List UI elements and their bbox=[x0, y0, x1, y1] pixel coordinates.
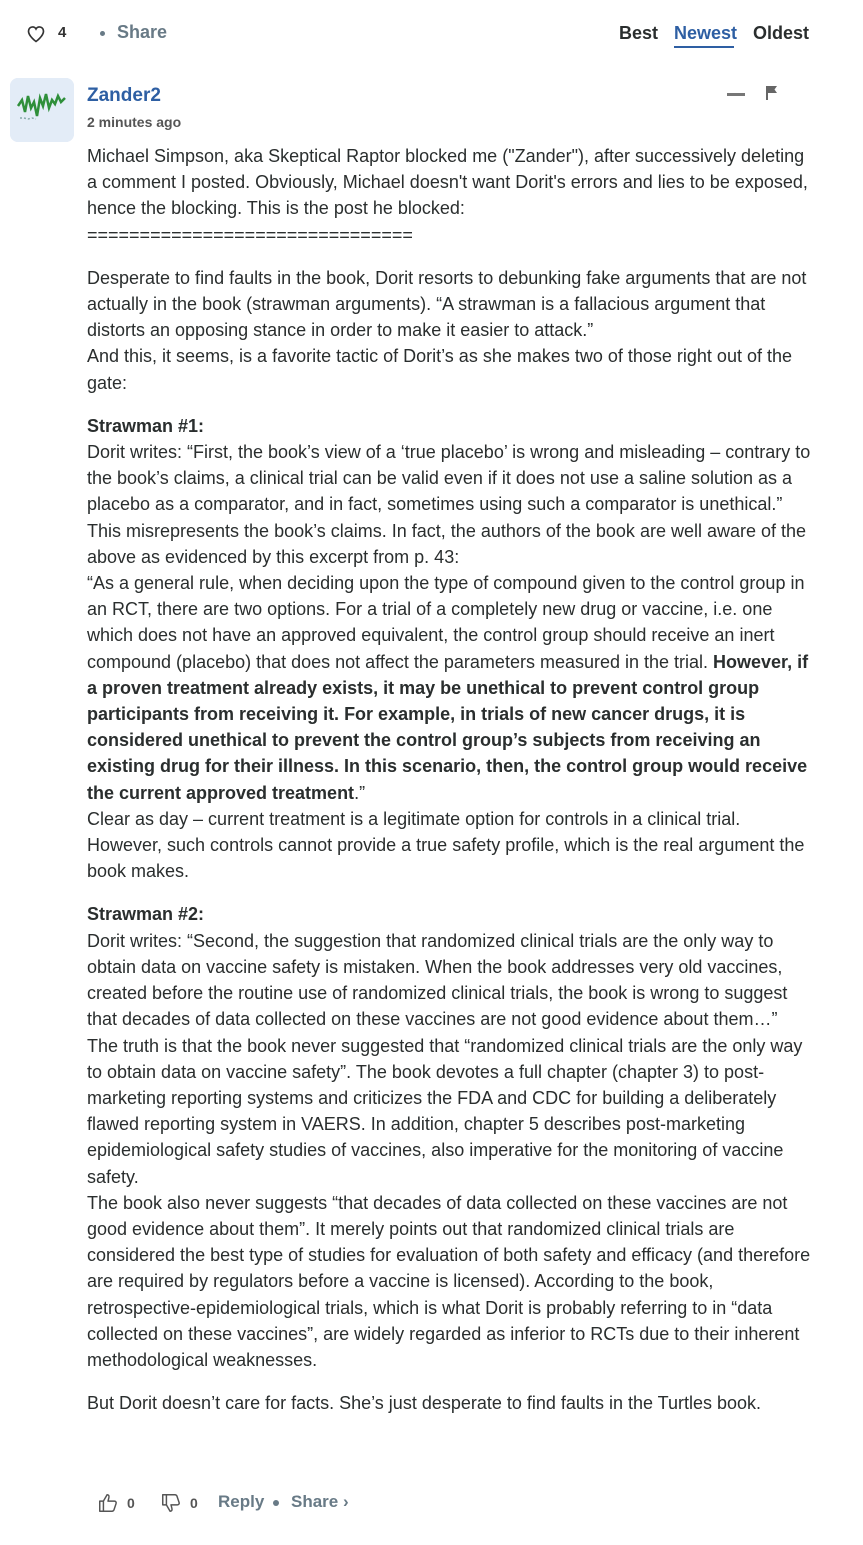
comment-paragraph: Michael Simpson, aka Skeptical Raptor blocked me ("Zander"), after successively deleting a comment I posted. Obviously, Michael doesn't want Dorit's errors and lies to be exposed, hence the blocking. This is the post he blocked: bbox=[87, 146, 808, 219]
comment-paragraph: Dorit writes: “First, the book’s view of a ‘true placebo’ is wrong and misleading – contrary to the book’s claims, a clinical trial can be valid even if it does not use a saline solution as a placebo as a comparator, and in fact, sometimes using such a comparator is unethical.” bbox=[87, 442, 811, 515]
comment-footer bbox=[0, 1488, 863, 1518]
reply-button[interactable]: Reply bbox=[218, 1492, 265, 1511]
comment-paragraph: Clear as day – current treatment is a legitimate option for controls in a clinical trial. However, such controls cannot provide a true safety profile, which is the real argument the book makes. bbox=[87, 808, 805, 882]
sort-best-tab[interactable]: Best bbox=[619, 23, 659, 43]
comment-timestamp[interactable]: 2 minutes ago bbox=[87, 114, 182, 130]
comment-paragraph: The truth is that the book never suggested that “randomized clinical trials are the only way to obtain data on vaccine safety”. The book devotes a full chapter (chapter 3) to post-marketing reporting systems and criticizes the FDA and CDC for building a deliberately flawed reporting system in VAERS. In addition, chapter 5 describes post-marketing epidemiological safety studies of vaccines, also imperative for the monitoring of vaccine safety. bbox=[87, 1035, 803, 1187]
quote-text: “As a general rule, when deciding upon the type of compound given to the control group in an RCT, there are two options. For a trial of a completely new drug or vaccine, i.e. one which does not have an approved equivalent, the control group should receive an inert compound (placebo) that does not affect the parameters measured in the trial. bbox=[87, 573, 805, 672]
quote-end: .” bbox=[354, 782, 366, 803]
share-comment-button[interactable]: Share › bbox=[291, 1492, 349, 1511]
sort-oldest-tab[interactable]: Oldest bbox=[753, 23, 810, 43]
separator-dot bbox=[273, 1500, 279, 1506]
avatar[interactable] bbox=[10, 78, 74, 142]
downvote-count: 0 bbox=[190, 1495, 198, 1511]
comment-paragraph: The book also never suggests “that decades of data collected on these vaccines are not good evidence about them”. It merely points out that randomized clinical trials are considered the best type of studies for evaluation of both safety and efficacy (and therefore are required by regulators before a vaccine is licensed). According to the book, retrospective-epidemiological trials, which is what Dorit is probably referring to in “data collected on these vaccines”, are widely regarded as inferior to RCTs due to their inherent methodological weaknesses. bbox=[87, 1192, 811, 1370]
strawman-1-heading: Strawman #1: bbox=[87, 415, 205, 436]
comment-paragraph: This misrepresents the book’s claims. In fact, the authors of the book are well aware of the above as evidenced by this excerpt from p. 43: bbox=[87, 520, 807, 567]
thread-toolbar bbox=[0, 0, 863, 66]
like-count: 4 bbox=[58, 24, 67, 41]
upvote-count: 0 bbox=[127, 1495, 135, 1511]
share-thread-button[interactable]: Share bbox=[117, 22, 168, 42]
separator-dot bbox=[100, 31, 105, 36]
flag-icon[interactable] bbox=[765, 85, 779, 101]
comment-body bbox=[87, 143, 817, 1416]
comment-author[interactable]: Zander2 bbox=[87, 85, 161, 106]
book-quote bbox=[87, 570, 817, 806]
active-sort-underline bbox=[674, 46, 734, 48]
comment-paragraph: Desperate to find faults in the book, Dorit resorts to debunking fake arguments that are not actually in the book (strawman arguments). “A strawman is a fallacious argument that distorts an opposing stance in order to make it easier to attack.” bbox=[87, 267, 807, 341]
avatar-chart bbox=[10, 78, 74, 142]
thumbs-up-icon[interactable] bbox=[97, 1492, 119, 1514]
thumbs-down-icon[interactable] bbox=[160, 1492, 182, 1514]
comment-paragraph: Dorit writes: “Second, the suggestion that randomized clinical trials are the only way to obtain data on vaccine safety is mistaken. When the book addresses very old vaccines, created before the routine use of randomized clinical trials, the book is wrong to suggest that decades of data collected on these vaccines are not good evidence about them…” bbox=[87, 930, 788, 1030]
quote-bold-text: However, if a proven treatment already exists, it may be unethical to prevent control group participants from receiving it. For example, in trials of new cancer drugs, it is considered unethical to prevent the control group’s subjects from receiving an existing drug for their illness. In this scenario, then, the control group would receive the current approved treatment bbox=[87, 651, 809, 803]
collapse-icon[interactable] bbox=[727, 93, 745, 96]
comment-paragraph: And this, it seems, is a favorite tactic of Dorit’s as she makes two of those right out of the gate: bbox=[87, 346, 792, 393]
comment-divider: =============================== bbox=[87, 224, 413, 245]
sort-newest-tab[interactable]: Newest bbox=[674, 23, 738, 43]
heart-icon[interactable] bbox=[26, 24, 46, 44]
strawman-2-heading: Strawman #2: bbox=[87, 904, 205, 925]
comment-closing: But Dorit doesn’t care for facts. She’s just desperate to find faults in the Turtles book. bbox=[87, 1393, 762, 1414]
